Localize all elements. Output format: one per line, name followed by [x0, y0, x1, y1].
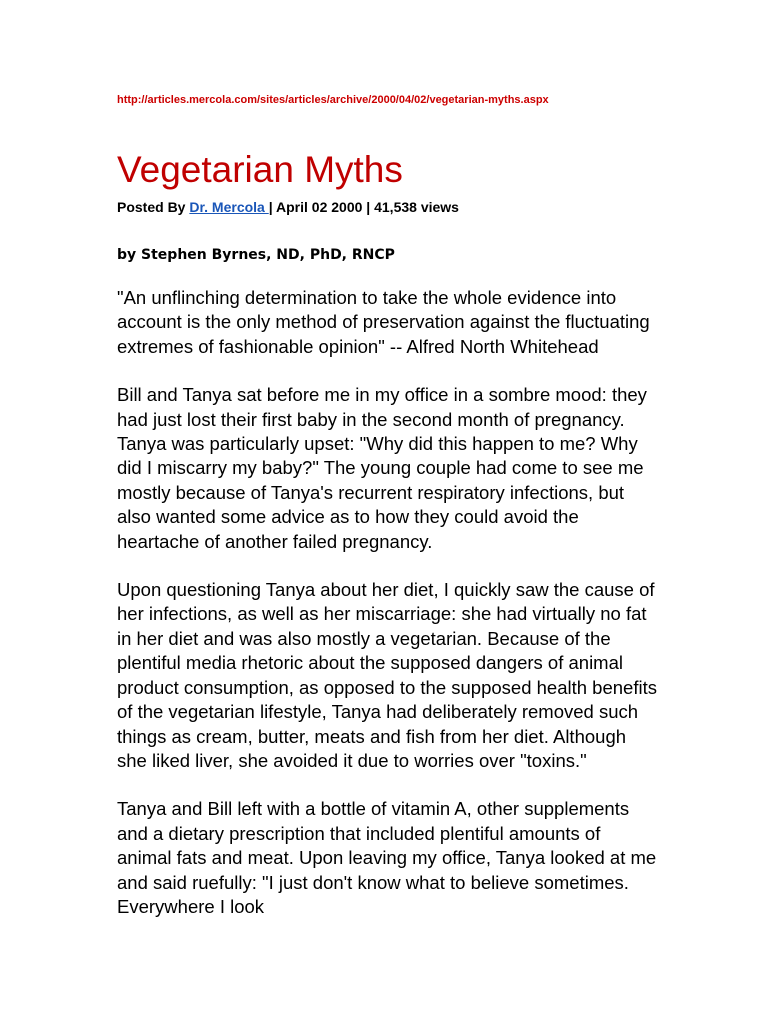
posted-by-label: Posted By [117, 199, 190, 215]
source-url: http://articles.mercola.com/sites/articles/archive/2000/04/02/vegetarian-myths.aspx [117, 94, 549, 106]
byline: by Stephen Byrnes, ND, PhD, RNCP [117, 247, 395, 263]
paragraph: Tanya and Bill left with a bottle of vitamin A, other supplements and a dietary prescription that included plentiful amounts of animal fats and meat. Upon leaving my office, Tanya looked at me and said ruefully: "I just don't know what to believe sometimes. Everywhere I look [117, 798, 657, 917]
article-title: Vegetarian Myths [117, 149, 403, 190]
paragraph: Upon questioning Tanya about her diet, I quickly saw the cause of her infections, as well as her miscarriage: she had virtually no fat in her diet and was also mostly a vegetarian. Because of the plentiful media rhetoric about the supposed dangers of animal product consumption, as opposed to the supposed health benefits of the vegetarian lifestyle, Tanya had deliberately removed such things as cream, butter, meats and fish from her diet. Although she liked liver, she avoided it due to worries over "toxins." [117, 579, 657, 771]
paragraph: Bill and Tanya sat before me in my office in a sombre mood: they had just lost their first baby in the second month of pregnancy. Tanya was particularly upset: "Why did this happen to me? Why did I miscarry my baby?" The young couple had come to see me mostly because of Tanya's recurrent respiratory infections, but also wanted some advice as to how they could avoid the heartache of another failed pregnancy. [117, 384, 647, 552]
date-and-views: | April 02 2000 | 41,538 views [268, 199, 459, 215]
paragraph-quote: "An unflinching determination to take the whole evidence into account is the only method of preservation against the fluctuating extremes of fashionable opinion" -- Alfred North Whitehead [117, 287, 650, 357]
author-link[interactable]: Dr. Mercola [189, 199, 269, 215]
post-meta [117, 199, 459, 215]
article-body [117, 286, 657, 943]
